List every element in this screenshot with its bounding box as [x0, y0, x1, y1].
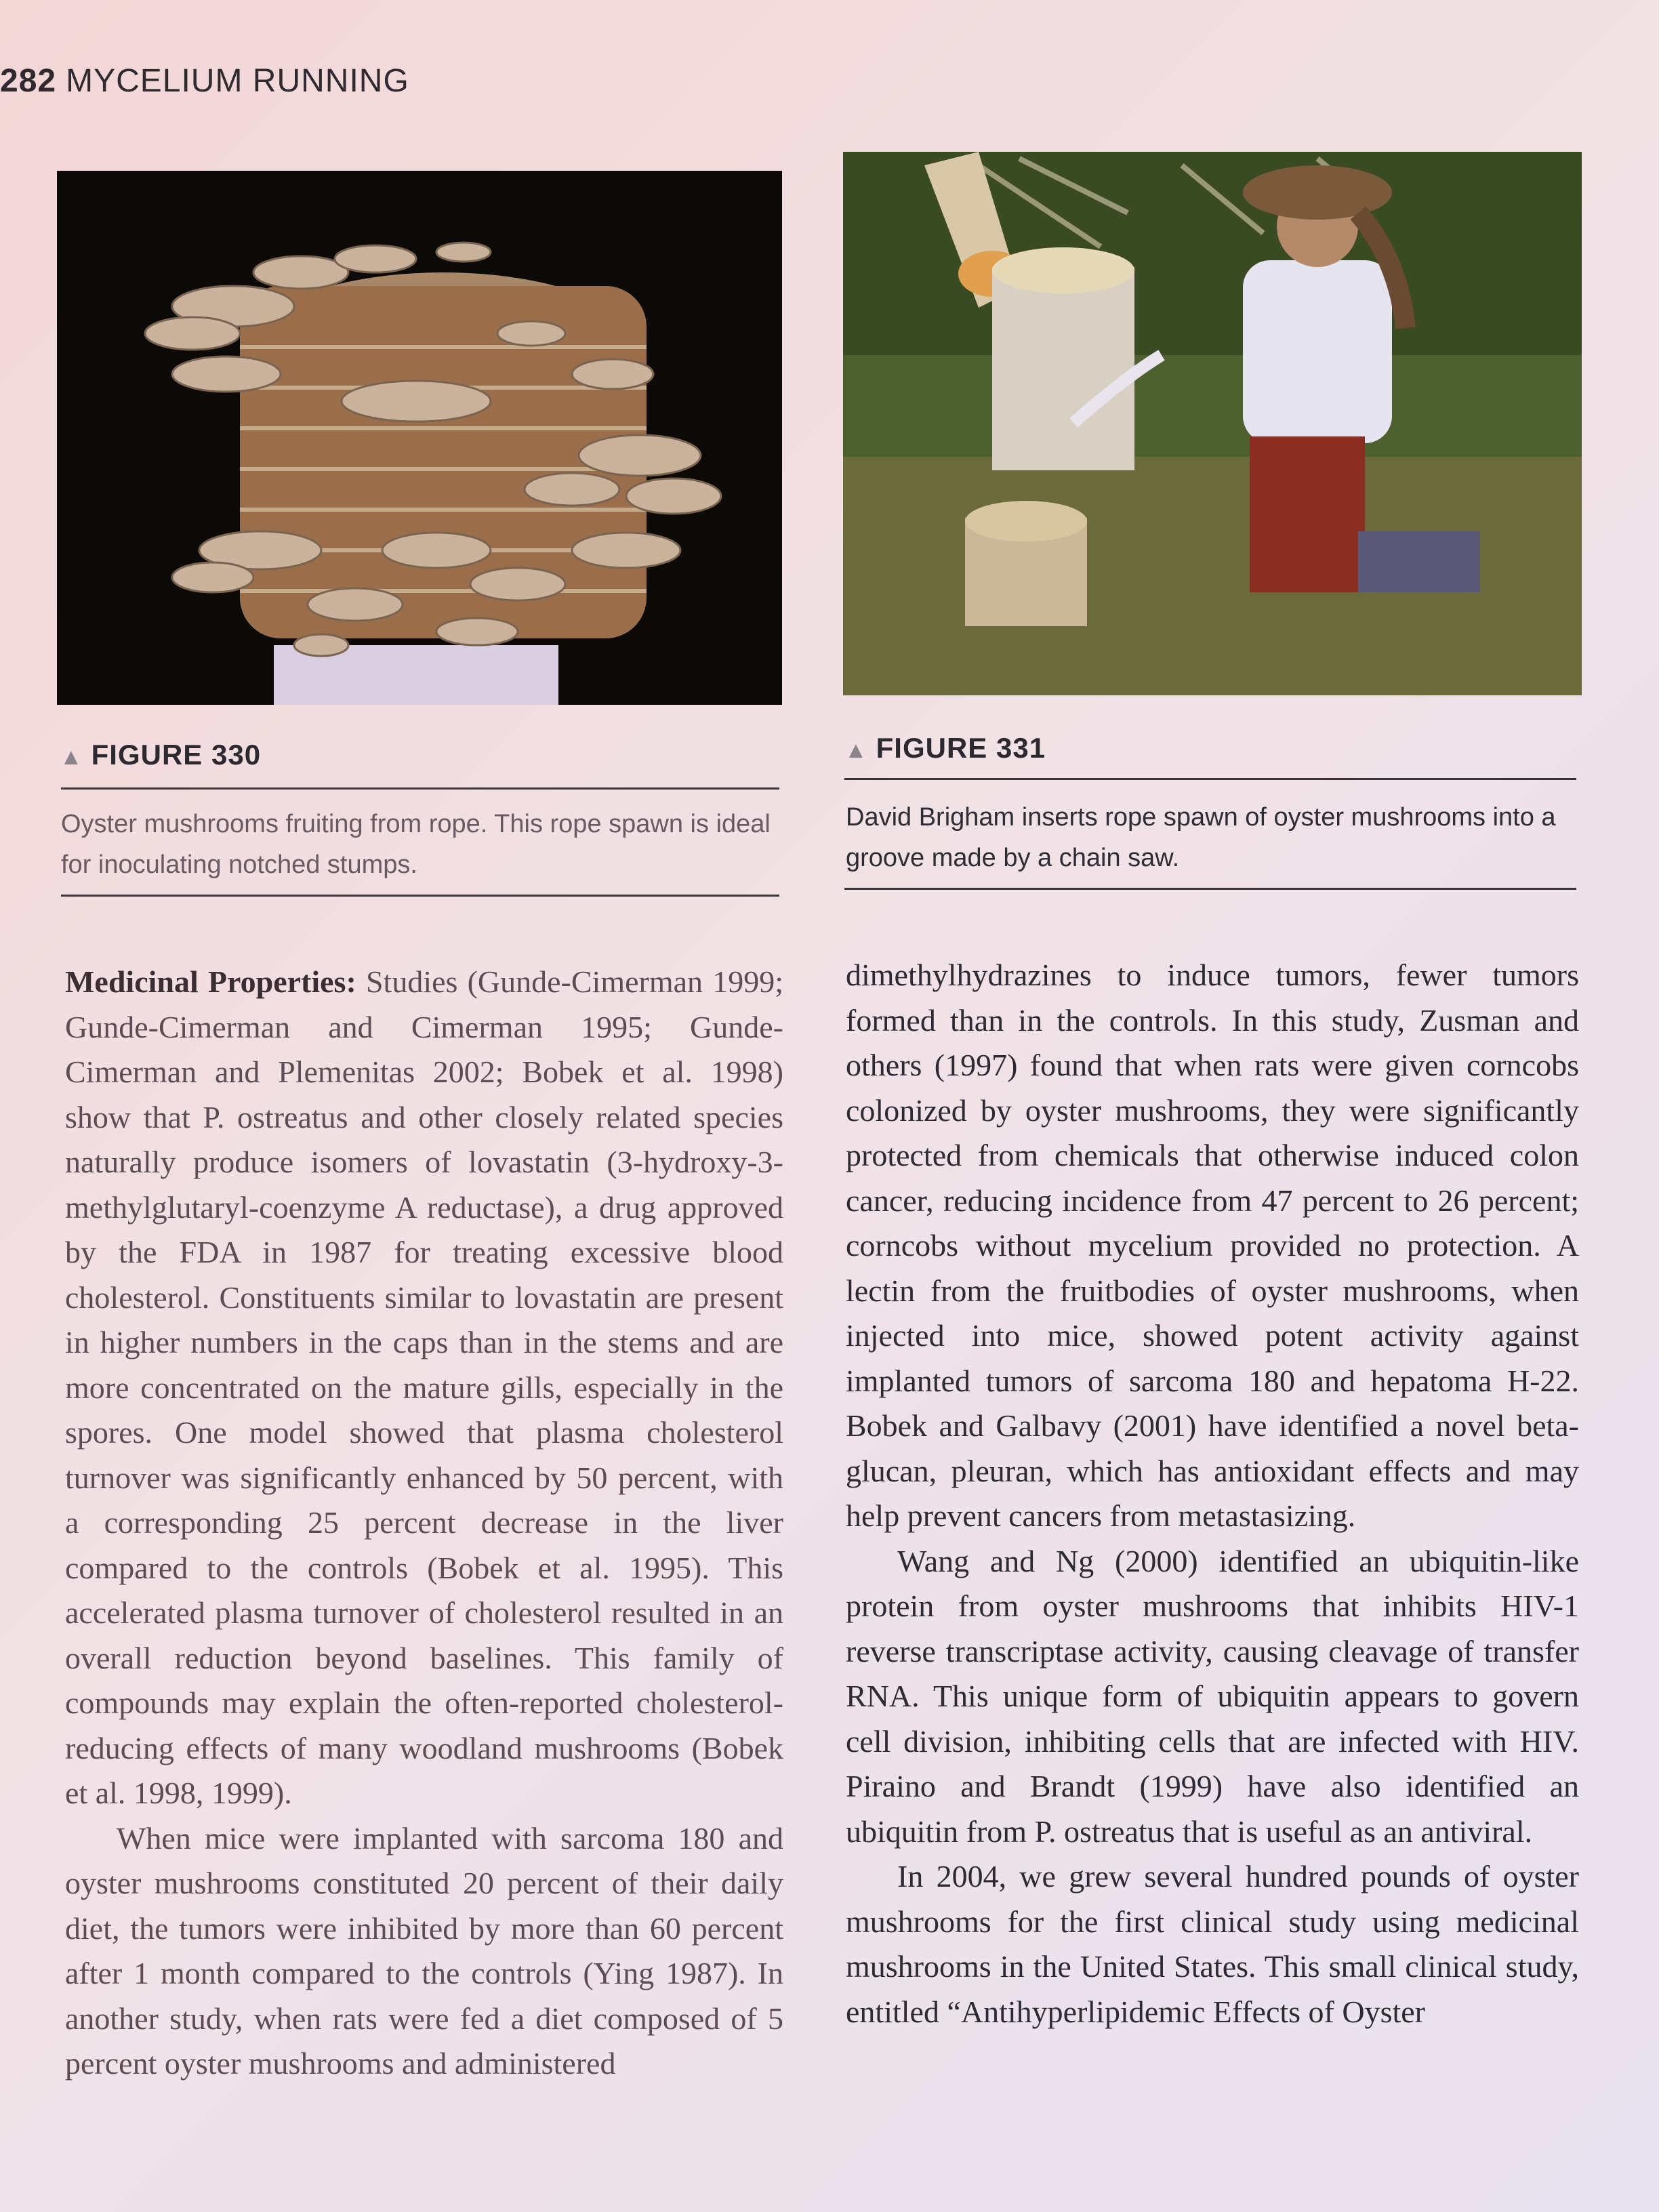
figure-330-label [60, 739, 261, 771]
paragraph-text: Studies (Gunde-Cimerman 1999; Gunde-Cimerman and Cimerman 1995; Gunde-Cimerman and Plemenitas 2002; Bobek et al. 1998) show that P. ostreatus and other closely related species naturally produce isomers of lovastatin (3-hydroxy-3-methylglutaryl-coenzyme A reductase), a drug approved by the FDA in 1987 for treating excessive blood cholesterol. Constituents similar to lovastatin are present in higher numbers in the caps than in the stems and are more concentrated on the mature gills, especially in the spores. One model showed that plasma cholesterol turnover was significantly enhanced by 50 percent, with a corresponding 25 percent decrease in the liver compared to the controls (Bobek et al. 1995). This accelerated plasma turnover of cholesterol resulted in an overall reduction beyond baselines. This family of compounds may explain the often-reported cholesterol-reducing effects of many woodland mushrooms (Bobek et al. 1998, 1999). [65, 964, 783, 1810]
caption-rule-bottom [844, 888, 1576, 890]
caption-rule-top [844, 778, 1576, 780]
figure-330-photo [57, 171, 782, 705]
paragraph: In 2004, we grew several hundred pounds of oyster mushrooms for the first clinical study using medicinal mushrooms in the United States. This small clinical study, entitled “Antihyperlipidemic Effects of Oyster [846, 1859, 1579, 2029]
section-heading: Medicinal Properties: [65, 964, 356, 999]
caption-rule-bottom [61, 895, 779, 897]
paragraph: Wang and Ng (2000) identified an ubiquitin-like protein from oyster mushrooms that inhibits HIV-1 reverse transcriptase activity, causing cleavage of transfer RNA. This unique form of ubiquitin appears to govern cell division, inhibiting cells that are infected with HIV. Piraino and Brandt (1999) have also identified an ubiquitin from P. ostreatus that is useful as an antiviral. [846, 1543, 1579, 1849]
running-head [0, 62, 409, 100]
figure-331-label [844, 732, 1046, 764]
caption-rule-top [61, 787, 779, 790]
page-number: 282 [0, 63, 57, 99]
book-title: MYCELIUM RUNNING [66, 63, 409, 99]
figure-331-photo [843, 152, 1582, 695]
oyster-mushroom-rope-image [57, 171, 782, 705]
paragraph [65, 960, 783, 1816]
figure-330-label-text: FIGURE 330 [91, 739, 262, 771]
figure-331-label-text: FIGURE 331 [876, 732, 1046, 764]
figure-330-caption: Oyster mushrooms fruiting from rope. This rope spawn is ideal for inoculating notched stumps. [61, 810, 771, 879]
triangle-up-icon: ▲ [844, 737, 868, 763]
left-text-column [65, 960, 783, 2087]
paragraph: dimethylhydrazines to induce tumors, fewer tumors formed than in the controls. In this study, Zusman and others (1997) found that when rats were given corncobs colonized by oyster mushrooms, they were significantly protected from chemicals that otherwise induced colon cancer, reducing incidence from 47 percent to 26 percent; corncobs without mycelium provided no protection. A lectin from the fruitbodies of oyster mushrooms, when injected into mice, showed potent activity against implanted tumors of sarcoma 180 and hepatoma H-22. Bobek and Galbavy (2001) have identified a novel beta-glucan, pleuran, which has antioxidant effects and may help prevent cancers from metastasizing. [846, 958, 1579, 1533]
paragraph: When mice were implanted with sarcoma 180 and oyster mushrooms constituted 20 percent of their daily diet, the tumors were inhibited by more than 60 percent after 1 month compared to the controls (Ying 1987). In another study, when rats were fed a diet composed of 5 percent oyster mushrooms and administered [65, 1820, 783, 2081]
triangle-up-icon: ▲ [60, 744, 83, 770]
right-text-column [846, 953, 1579, 2034]
figure-331-caption: David Brigham inserts rope spawn of oyster mushrooms into a groove made by a chain saw. [846, 803, 1556, 872]
stump-inoculation-image [843, 152, 1582, 695]
